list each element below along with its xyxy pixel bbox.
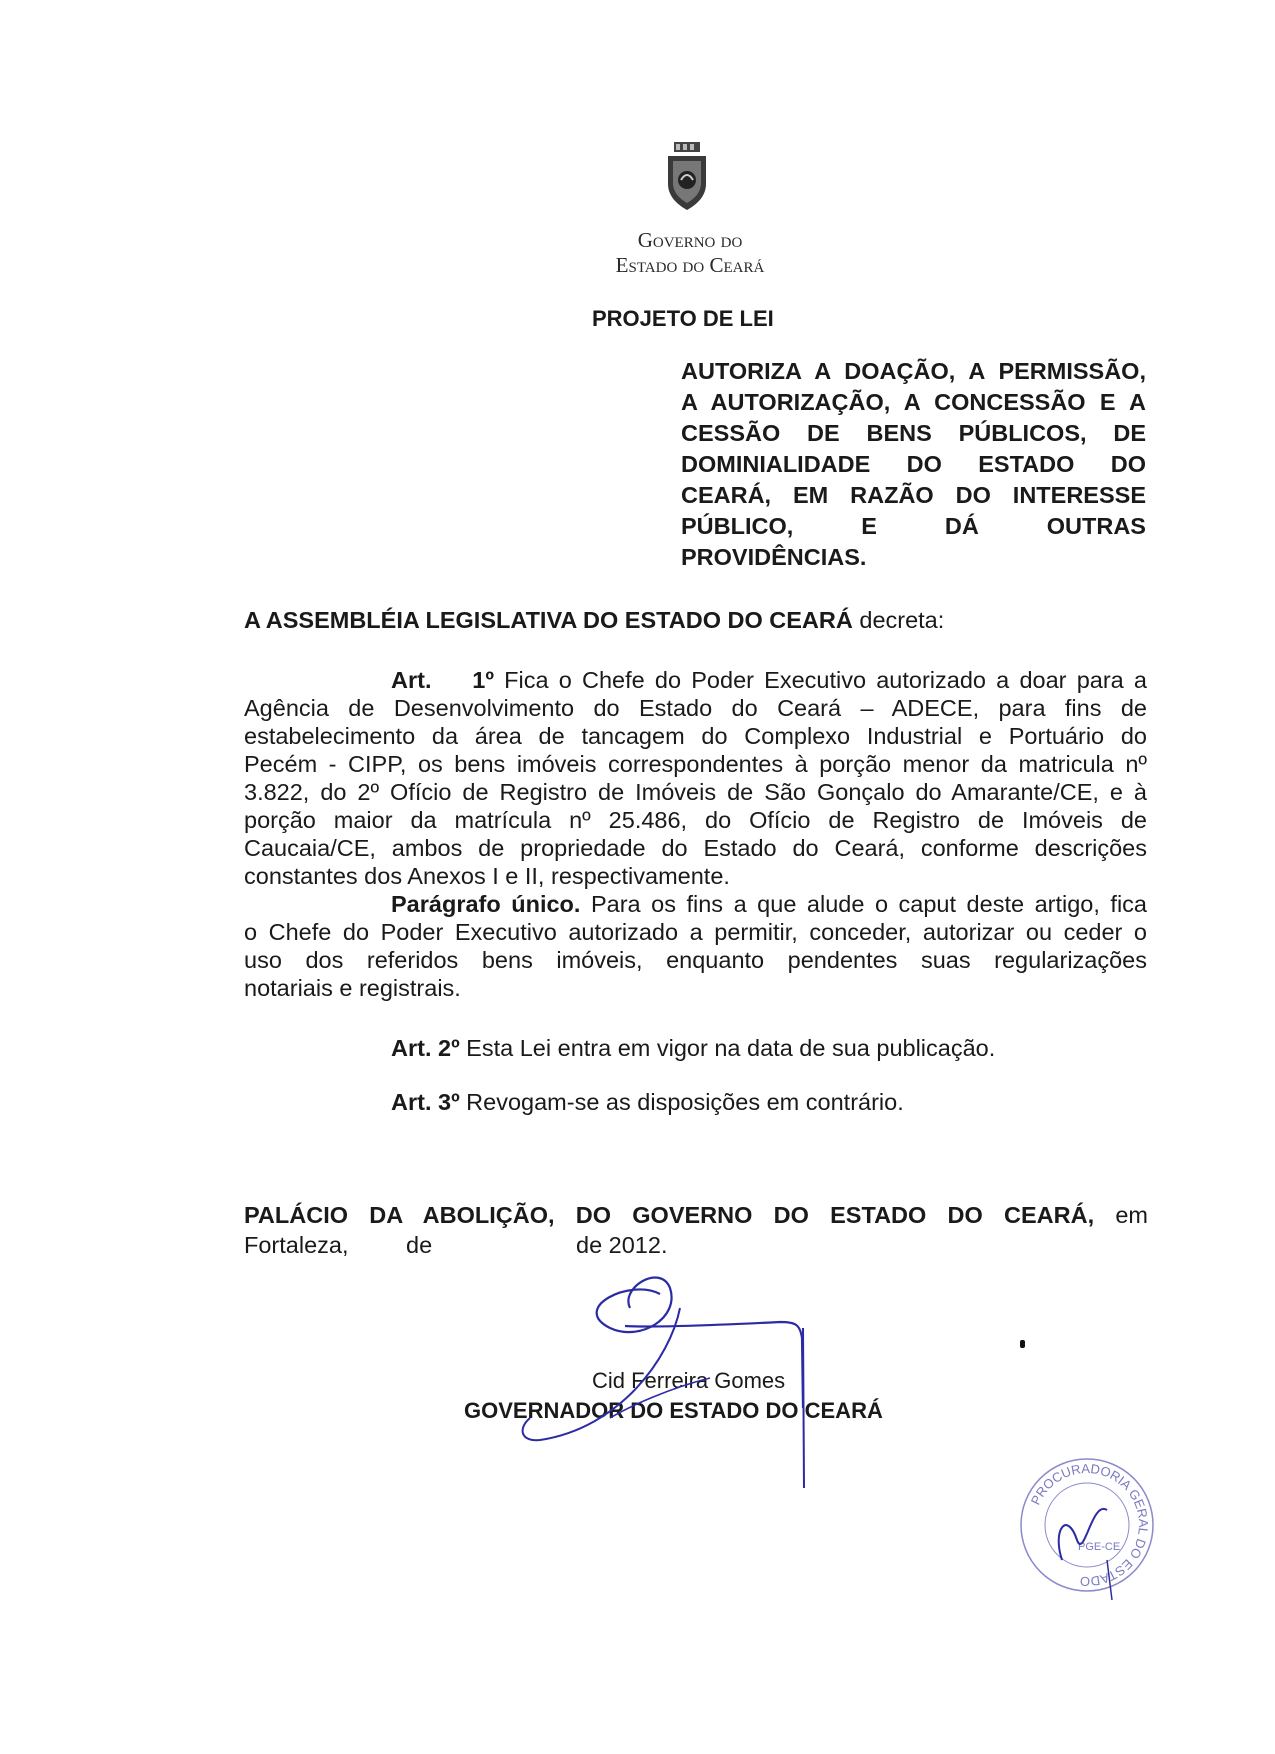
handwritten-signature [510,1268,910,1488]
article-1 [244,666,1147,890]
closing-bold: PALÁCIO DA ABOLIÇÃO, DO GOVERNO DO ESTADO DO CEARÁ, [244,1202,1095,1228]
pge-official-stamp [1012,1450,1162,1600]
article-2-text: Esta Lei entra em vigor na data de sua publicação. [459,1035,996,1061]
article-3-text: Revogam-se as disposições em contrário. [459,1089,904,1115]
article-2 [391,1035,995,1062]
closing-rest: em [1094,1202,1148,1228]
closing-de-1: de [406,1232,433,1258]
state-coat-of-arms-icon [664,140,710,212]
paragrafo-line: o Chefe do Poder Executivo autorizado a permitir, conceder, autorizar ou ceder o [244,919,1147,945]
article-1-line: 3.822, do 2º Ofício de Registro de Imóveis de São Gonçalo do Amarante/CE, e à [244,779,1147,805]
article-2-label: Art. 2º [391,1035,460,1061]
closing-block [244,1200,1148,1260]
article-1-line: Caucaia/CE, ambos de propriedade do Estado do Ceará, conforme descrições [244,835,1147,861]
ementa-line: A AUTORIZAÇÃO, A CONCESSÃO E A [681,389,1146,415]
ementa-line: DOMINIALIDADE DO ESTADO DO [681,451,1146,477]
letterhead-line-2: Estado do Ceará [615,253,765,277]
article-1-first-line [244,666,1147,694]
enacting-clause [244,607,944,634]
svg-text:PROCURADORIA GERAL DO ESTADO: PROCURADORIA GERAL DO ESTADO [1027,1460,1152,1590]
article-1-label: Art. 1º [391,667,494,693]
ink-speck [1020,1340,1025,1348]
article-1-line: Agência de Desenvolvimento do Estado do Ceará – ADECE, para fins de [244,695,1147,721]
paragrafo-line: uso dos referidos bens imóveis, enquanto pendentes suas regularizações [244,947,1147,973]
closing-city: Fortaleza, [244,1232,349,1258]
ementa-line: CEARÁ, EM RAZÃO DO INTERESSE [681,482,1146,508]
letterhead-line-1: Governo do [637,228,743,252]
signatory-title: GOVERNADOR DO ESTADO DO CEARÁ [464,1398,883,1423]
closing-line-2 [244,1230,1148,1260]
article-3 [391,1089,904,1116]
paragrafo-first-text: Para os fins a que alude o caput deste artigo, fica [580,891,1147,917]
article-3-label: Art. 3º [391,1089,460,1115]
ementa-line: CESSÃO DE BENS PÚBLICOS, DE [681,420,1146,446]
article-1-line: estabelecimento da área de tancagem do Complexo Industrial e Portuário do [244,723,1147,749]
article-1-first-text: Fica o Chefe do Poder Executivo autorizado a doar para a [493,667,1147,693]
paragrafo-line: notariais e registrais. [244,975,461,1001]
ementa-line: PÚBLICO, E DÁ OUTRAS [681,513,1146,539]
signatory-name: Cid Ferreira Gomes [592,1368,786,1393]
closing-line-1 [244,1200,1148,1230]
closing-de-2: de 2012. [576,1232,668,1258]
article-1-line: porção maior da matrícula nº 25.486, do Ofício de Registro de Imóveis de [244,807,1147,833]
enacting-clause-rest: decreta: [852,607,945,633]
ementa-line: AUTORIZA A DOAÇÃO, A PERMISSÃO, [681,358,1146,384]
paragrafo-label: Parágrafo único. [391,891,581,917]
article-1-line: Pecém - CIPP, os bens imóveis correspondentes à porção menor da matricula nº [244,751,1147,777]
paragrafo-unico [244,890,1147,1002]
article-1-line: constantes dos Anexos I e II, respectivamente. [244,863,730,889]
enacting-clause-bold: A ASSEMBLÉIA LEGISLATIVA DO ESTADO DO CEARÁ [244,607,853,633]
ementa-line: PROVIDÊNCIAS. [681,544,867,570]
svg-text:PGE-CE: PGE-CE [1078,1541,1121,1553]
paragrafo-first-line [244,890,1147,918]
ementa [681,356,1146,573]
document-title: PROJETO DE LEI [592,306,774,331]
